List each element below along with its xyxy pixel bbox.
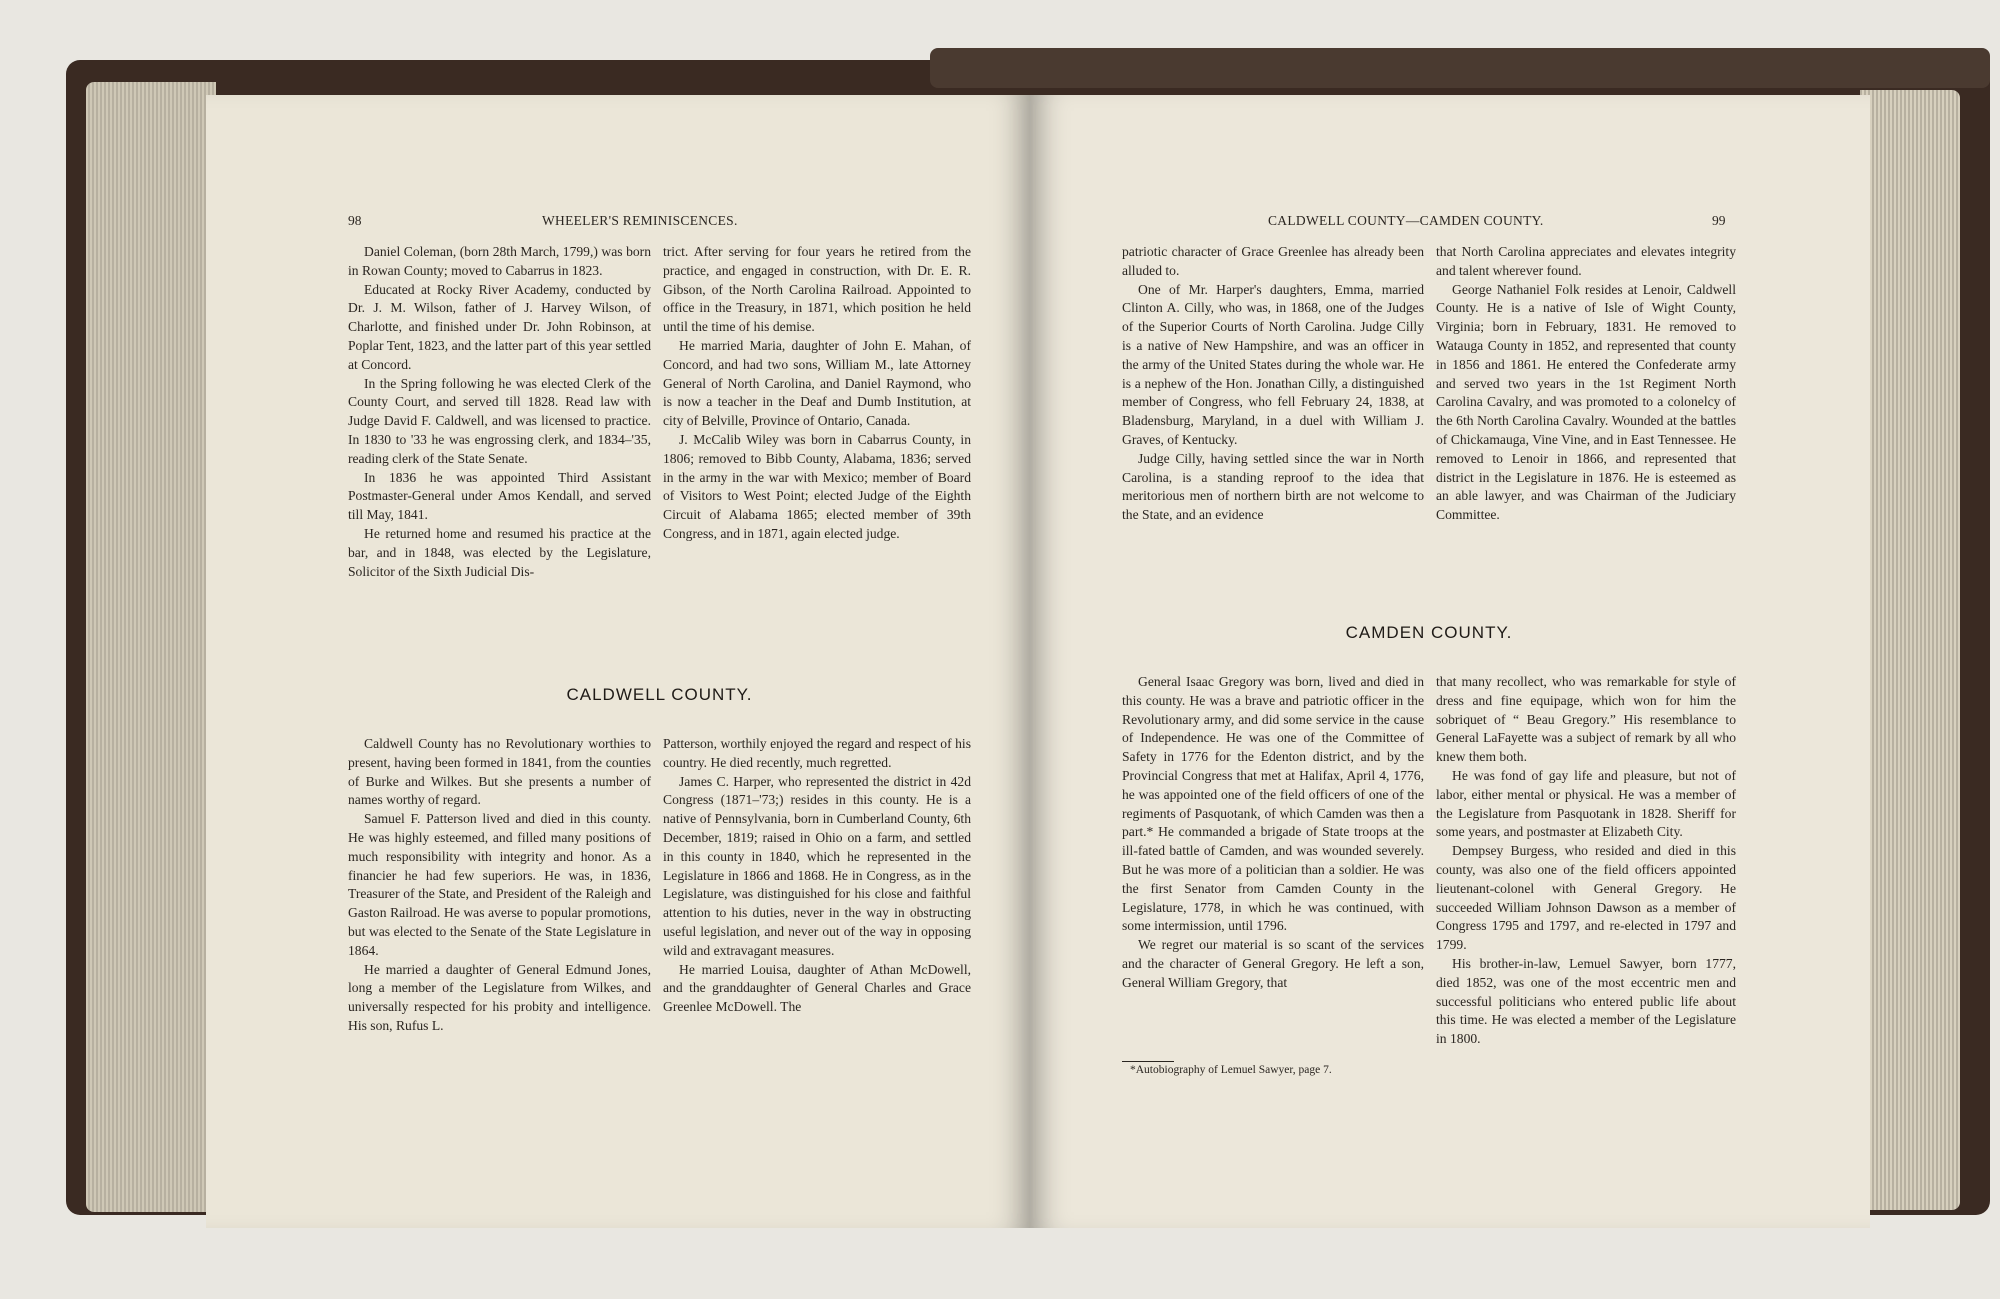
section-heading: CALDWELL COUNTY. <box>566 685 753 704</box>
running-head: CALDWELL COUNTY—CAMDEN COUNTY. <box>1268 213 1544 228</box>
paragraph: Dempsey Burgess, who resided and died in this county, was also one of the field officers appointed lieutenant-colonel with General Gregory. He succeeded William Johnson Dawson as a member of Congress 1795 and 1797, and re-elected in 1797 and 1799. <box>1436 843 1736 953</box>
paragraph: He married a daughter of General Edmund Jones, long a member of the Legislature from Wilkes, and universally respected for his probity and intelligence. His son, Rufus L. <box>348 961 651 1033</box>
paragraph: Samuel F. Patterson lived and died in this county. He was highly esteemed, and filled many positions of much responsibility with integrity and honor. As a financier he had few superiors. He was, in 1836, Treasurer of the State, and President of the Raleigh and Gaston Railroad. He was averse to popular promotions, but was elected to the Senate of the State Legislature in 1864. <box>348 811 651 958</box>
paragraph: He was fond of gay life and pleasure, but not of labor, either mental or physical. He was a member of the Legislature from Pasquotank in 1828. Sheriff for some years, and postmaster at Elizabeth City. <box>1436 767 1736 840</box>
paragraph: James C. Harper, who represented the district in 42d Congress (1871–'73;) resides in this county. He is a native of Pennsylvania, born in Cumberland County, 6th December, 1819; raised in Ohio on a farm, and settled in this county in 1840, which he represented in the Legislature in 1866 and 1868. He in Congress, as in the Legislature, was distinguished for his close and faithful attention to his duties, never in the way in obstructing useful legislation, and never out of the way in opposing wild and extravagant measures. <box>663 773 971 958</box>
text-column <box>1122 673 1424 993</box>
text-column <box>348 243 651 581</box>
paragraph: Daniel Coleman, (born 28th March, 1799,) was born in Rowan County; moved to Cabarrus in 1823. <box>348 244 651 278</box>
paragraph: In 1836 he was appointed Third Assistant Postmaster-General under Amos Kendall, and served till May, 1841. <box>348 469 651 523</box>
paragraph: In the Spring following he was elected Clerk of the County Court, and served till 1828. Read law with Judge David F. Caldwell, and was licensed to practice. In 1830 to '33 he was engrossing clerk, and 1834–'35, reading clerk of the State Senate. <box>348 375 651 466</box>
paragraph: J. McCalib Wiley was born in Cabarrus County, in 1806; removed to Bibb County, Alabama, 1836; served in the army in the war with Mexico; member of Board of Visitors to West Point; elected Judge of the Eighth Circuit of Alabama 1865; elected member of 39th Congress, and in 1871, again elected judge. <box>663 431 971 541</box>
paragraph: His brother-in-law, Lemuel Sawyer, born 1777, died 1852, was one of the most eccentric men and successful politicians who entered public life about this time. He was elected a member of the Legislature in 1800. <box>1436 955 1736 1047</box>
text-column <box>348 735 651 1036</box>
left-page <box>206 95 1030 1228</box>
paragraph: that many recollect, who was remarkable for style of dress and fine equipage, which won for him the sobriquet of “ Beau Gregory.” His resemblance to General LaFayette was a subject of remark by all who knew them both. <box>1436 674 1736 765</box>
paragraph: Judge Cilly, having settled since the war in North Carolina, is a standing reproof to the idea that meritorious men of northern birth are not welcome to the State, and an evidence <box>1122 450 1424 523</box>
page-edges-right <box>1860 90 1960 1210</box>
paragraph: trict. After serving for four years he retired from the practice, and engaged in construction, with Dr. E. R. Gibson, of the North Carolina Railroad. Appointed to office in the Treasury, in 1871, which position he held until the time of his demise. <box>663 244 971 335</box>
footnote: *Autobiography of Lemuel Sawyer, page 7. <box>1130 1064 1332 1076</box>
text-column <box>1436 243 1736 525</box>
running-head: WHEELER'S REMINISCENCES. <box>542 213 738 228</box>
text-column <box>1122 243 1424 525</box>
text-column <box>1436 673 1736 1049</box>
page-number: 98 <box>348 213 362 228</box>
paragraph: George Nathaniel Folk resides at Lenoir, Caldwell County. He is a native of Isle of Wight County, Virginia; born in February, 1831. He removed to Watauga County in 1852, and represented that county in 1856 and 1861. He entered the Confederate army and served two years in the 1st Regiment North Carolina Cavalry, and was promoted to a colonelcy of the 6th North Carolina Cavalry. Wounded at the battles of Chickamauga, Vine Vine, and in East Tennessee. He removed to Lenoir in 1866, and represented that district in the Legislature in 1876. He is esteemed as an able lawyer, and was Chairman of the Judiciary Committee. <box>1436 281 1736 523</box>
text-column <box>663 243 971 544</box>
paragraph: He married Louisa, daughter of Athan McDowell, and the granddaughter of General Charles and Grace Greenlee McDowell. The <box>663 961 971 1015</box>
page-edges-left <box>86 82 216 1212</box>
paragraph: patriotic character of Grace Greenlee has already been alluded to. <box>1122 244 1424 278</box>
paragraph: He married Maria, daughter of John E. Mahan, of Concord, and had two sons, William M., late Attorney General of North Carolina, and Daniel Raymond, who is now a teacher in the Deaf and Dumb Institution, at city of Belville, Province of Ontario, Canada. <box>663 337 971 429</box>
page-number: 99 <box>1712 213 1726 228</box>
right-page <box>1030 95 1870 1228</box>
paragraph: General Isaac Gregory was born, lived and died in this county. He was a brave and patriotic officer in the Revolutionary army, and did some service in the cause of Independence. He was one of the Committee of Safety in 1776 for the Edenton district, and by the Provincial Congress that met at Halifax, April 4, 1776, he was appointed one of the field officers of one of the regiments of Pasquotank, of which Camden was then a part.* He commanded a brigade of State troops at the ill-fated battle of Camden, and was wounded severely. But he was more of a politician than a soldier. He was the first Senator from Camden County in the Legislature, 1778, in which he was continued, with some intermission, until 1796. <box>1122 674 1424 934</box>
paragraph: Educated at Rocky River Academy, conducted by Dr. J. M. Wilson, father of J. Harvey Wilson, of Charlotte, and finished under Dr. John Robinson, at Poplar Tent, 1823, and the latter part of this year settled at Concord. <box>348 281 651 372</box>
paragraph: Patterson, worthily enjoyed the regard and respect of his country. He died recently, much regretted. <box>663 736 971 770</box>
section-heading: CAMDEN COUNTY. <box>1345 623 1513 642</box>
book-spine <box>930 48 1990 88</box>
paragraph: Caldwell County has no Revolutionary worthies to present, having been formed in 1841, from the counties of Burke and Wilkes. But she presents a number of names worthy of regard. <box>348 736 651 808</box>
paragraph: that North Carolina appreciates and elevates integrity and talent wherever found. <box>1436 244 1736 278</box>
paragraph: He returned home and resumed his practice at the bar, and in 1848, was elected by the Legislature, Solicitor of the Sixth Judicial Dis- <box>348 525 651 579</box>
text-column <box>663 735 971 1017</box>
footnote-rule <box>1122 1061 1174 1062</box>
paragraph: One of Mr. Harper's daughters, Emma, married Clinton A. Cilly, who was, in 1868, one of the Judges of the Superior Courts of North Carolina. Judge Cilly is a native of New Hampshire, and was an officer in the army of the United States during the whole war. He is a nephew of the Hon. Jonathan Cilly, a distinguished member of Congress, who fell February 24, 1838, at Bladensburg, Maryland, in a duel with William J. Graves, of Kentucky. <box>1122 281 1424 447</box>
paragraph: We regret our material is so scant of the services and the character of General Gregory. He left a son, General William Gregory, that <box>1122 937 1424 990</box>
